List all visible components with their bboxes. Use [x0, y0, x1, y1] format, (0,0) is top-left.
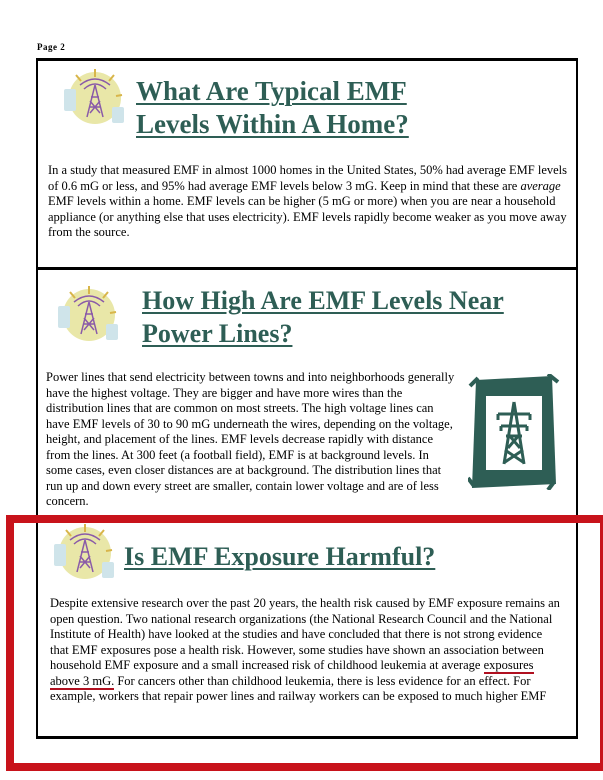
- highlighted-phrase: exposures above 3 mG.: [50, 658, 534, 688]
- section-title: Is EMF Exposure Harmful?: [124, 542, 436, 571]
- section-body: Power lines that send electricity between towns and into neighborhoods generally have the highest voltage. They are bigger and have more wires than the distribution lines that are common on most streets. The high voltage lines can have EMF levels of 30 to 90 mG underneath the wires, depending on the voltage, height, and placement of the lines. EMF levels decrease rapidly with distance from the lines. At 300 feet (a football field), EMF is at background levels. In some cases, even closer distances are at background. The distribution lines that run up and down every street are smaller, contain lower voltage and are of less concern.: [46, 370, 455, 508]
- section-body: In a study that measured EMF in almost 1000 homes in the United States, 50% had average EMF levels of 0.6 mG or less, and 95% had average EMF levels below 3 mG. Keep in mind that these are average EMF levels within a home. EMF levels can be higher (5 mG or more) when you are near a household appliance (or anything else that uses electricity). EMF levels rapidly become weaker as you move away from the source.: [48, 163, 568, 239]
- highlight-box: [6, 515, 603, 771]
- section-title: What Are Typical EMF Levels Within A Home?: [136, 76, 409, 139]
- emf-tower-logo-icon: [56, 284, 122, 346]
- power-tower-badge-icon: [468, 374, 560, 490]
- emf-tower-logo-icon: [62, 67, 128, 129]
- page-number: Page 2: [37, 42, 66, 52]
- section-title: How High Are EMF Levels Near Power Lines?: [142, 286, 504, 348]
- section-power-lines: [36, 266, 578, 514]
- section-typical-emf-levels: [36, 58, 578, 270]
- section-body: Despite extensive research over the past 20 years, the health risk caused by EMF exposure remains an open question. Two national research organizations (the National Research Council and the National Institute of Health) have looked at the studies and have concluded that there is not strong evidence that EMF exposures pose a health risk. However, some studies have shown an association between household EMF exposure and a small increased risk of childhood leukemia at average exposures above 3 mG. For cancers other than childhood leukemia, there is less evidence for an effect. For example, workers that repair power lines and railway workers can be exposed to much higher EMF: [50, 596, 560, 703]
